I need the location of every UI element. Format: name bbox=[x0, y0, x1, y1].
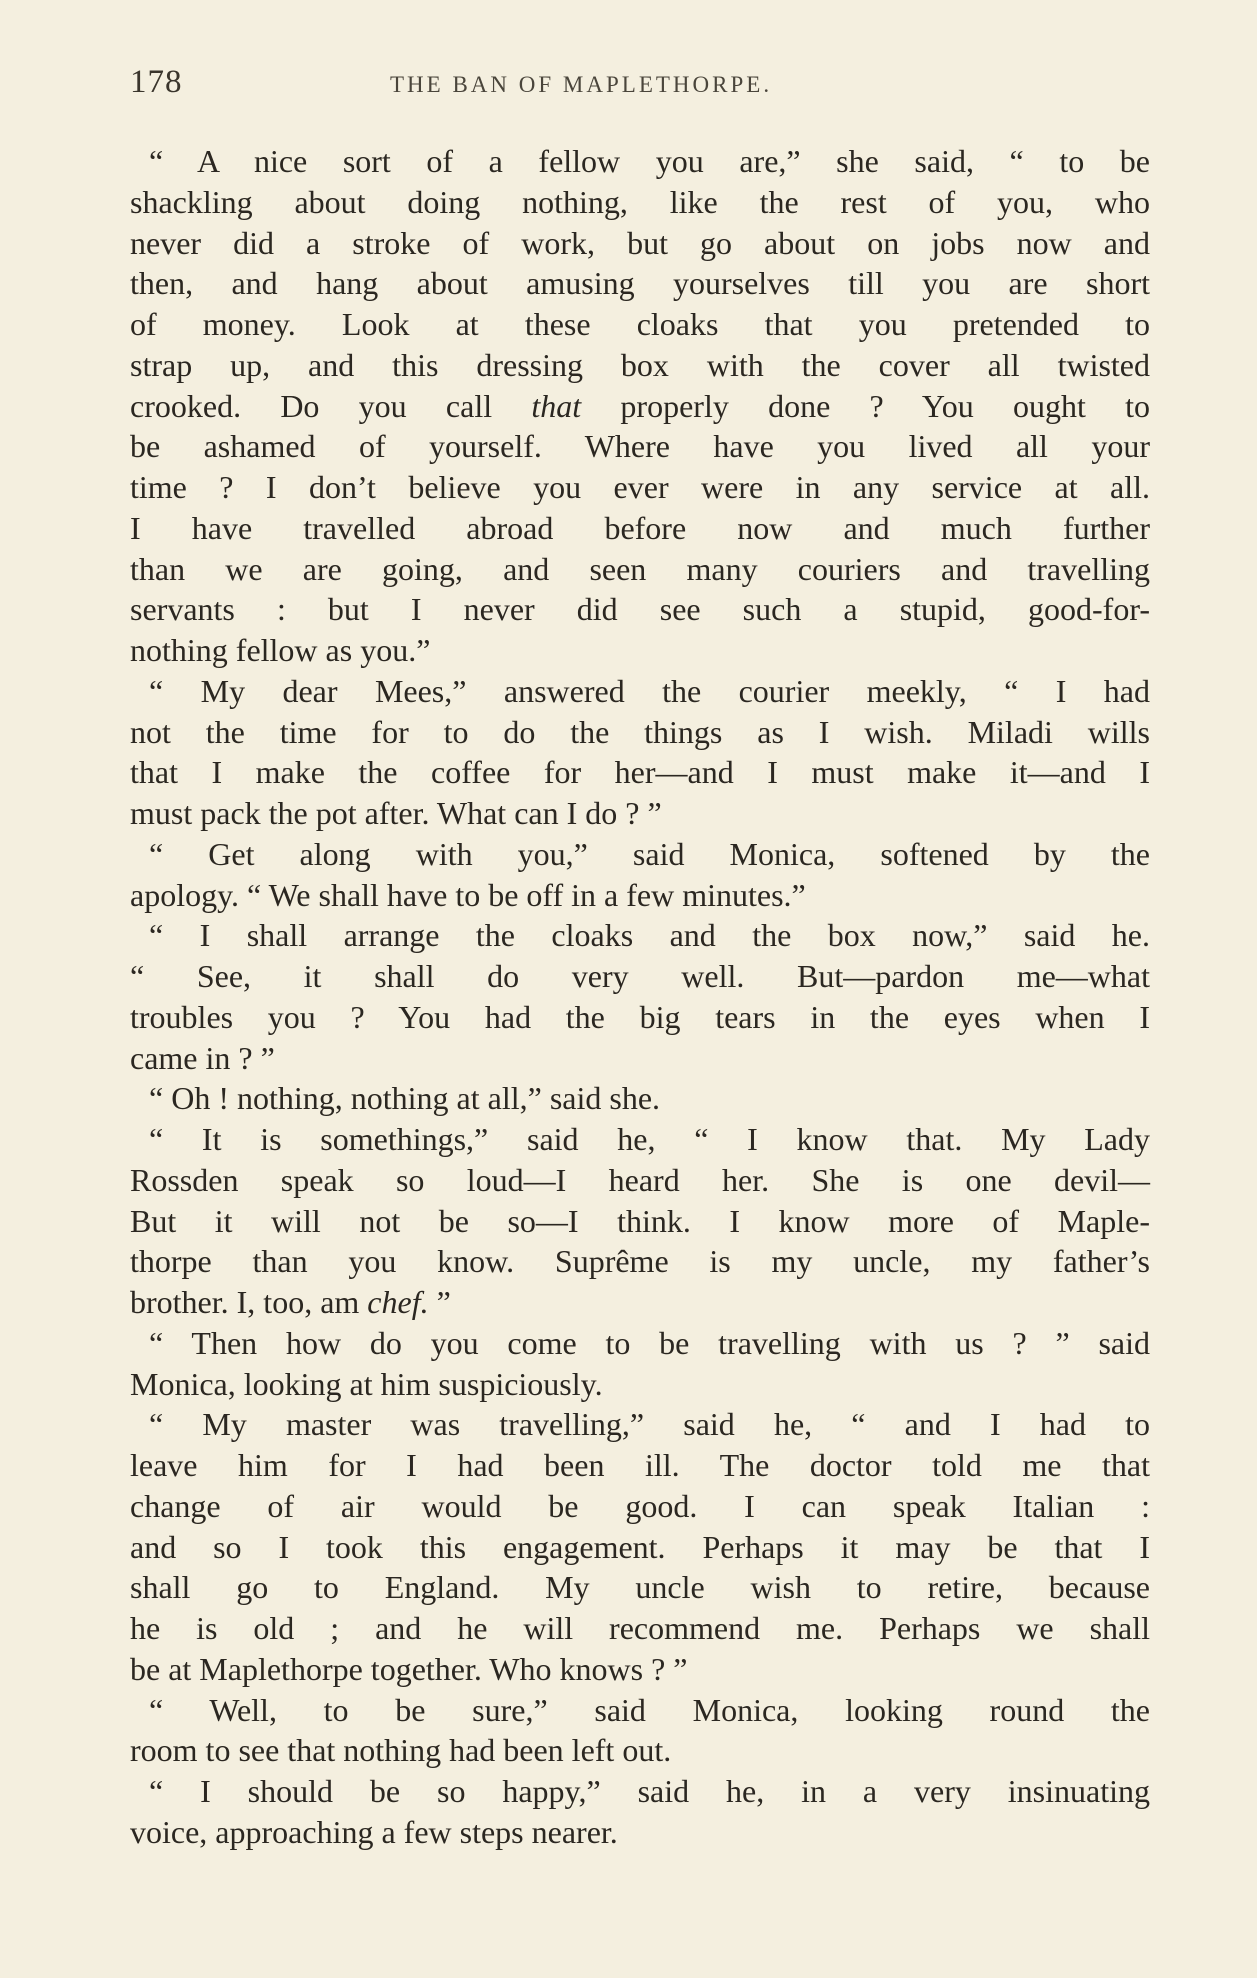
text-line: “ Then how do you come to be travelling with us ? ” said bbox=[149, 1324, 1150, 1361]
text-line: “ My dear Mees,” answered the courier meekly, “ I had bbox=[149, 672, 1150, 709]
text-line: thorpe than you know. Suprême is my uncle, my father’s bbox=[130, 1243, 1150, 1280]
text-line: room to see that nothing had been left out. bbox=[130, 1732, 672, 1769]
text-line: apology. “ We shall have to be off in a few minutes.” bbox=[130, 876, 806, 913]
text-line: strap up, and this dressing box with the cover all twisted bbox=[130, 346, 1150, 383]
text-line: Monica, looking at him suspiciously. bbox=[130, 1365, 603, 1402]
text-line: not the time for to do the things as I wish. Miladi wills bbox=[130, 713, 1150, 750]
text-line: “ Get along with you,” said Monica, softened by the bbox=[149, 835, 1150, 872]
text-line: leave him for I had been ill. The doctor told me that bbox=[130, 1447, 1150, 1483]
text-line: troubles you ? You had the big tears in the eyes when I bbox=[130, 998, 1150, 1035]
text-line: “ I shall arrange the cloaks and the box now,” said he. bbox=[149, 917, 1150, 954]
text-line: never did a stroke of work, but go about on jobs now and bbox=[130, 224, 1150, 261]
page-number: 178 bbox=[130, 64, 183, 100]
emphasis: that bbox=[531, 387, 582, 424]
text-line: be ashamed of yourself. Where have you lived all your bbox=[130, 428, 1150, 465]
text-line: “ My master was travelling,” said he, “ and I had to bbox=[149, 1406, 1150, 1443]
text-line: and so I took this engagement. Perhaps it may be that I bbox=[130, 1528, 1150, 1565]
text-line: But it will not be so—I think. I know more of Maple- bbox=[130, 1202, 1150, 1239]
text-line: “ Well, to be sure,” said Monica, looking round the bbox=[149, 1691, 1150, 1728]
text-line: I have travelled abroad before now and much further bbox=[130, 509, 1150, 546]
text-line: “ It is somethings,” said he, “ I know that. My Lady bbox=[149, 1121, 1150, 1157]
text-line: he is old ; and he will recommend me. Perhaps we shall bbox=[130, 1610, 1150, 1646]
text-line: be at Maplethorpe together. Who knows ? ” bbox=[130, 1650, 688, 1687]
text-line: “ A nice sort of a fellow you are,” she said, “ to be bbox=[149, 143, 1150, 179]
text-line: of money. Look at these cloaks that you pretended to bbox=[130, 306, 1150, 342]
text-line: shall go to England. My uncle wish to retire, because bbox=[130, 1569, 1150, 1606]
text-line: crooked. Do you call that properly done ? You ought to bbox=[130, 387, 1151, 424]
text-line: came in ? ” bbox=[130, 1039, 275, 1076]
text-line: that I make the coffee for her—and I must make it—and I bbox=[130, 754, 1150, 791]
running-head bbox=[130, 64, 1160, 108]
text-line: “ See, it shall do very well. But—pardon me—what bbox=[130, 958, 1150, 994]
text-line: time ? I don’t believe you ever were in any service at all. bbox=[130, 469, 1150, 505]
text-line: Rossden speak so loud—I heard her. She is one devil— bbox=[130, 1161, 1150, 1198]
text-line: change of air would be good. I can speak Italian : bbox=[130, 1487, 1150, 1524]
text-line: voice, approaching a few steps nearer. bbox=[130, 1813, 618, 1850]
text-line: servants : but I never did see such a stupid, good-for- bbox=[130, 591, 1150, 628]
text-line: “ I should be so happy,” said he, in a very insinuating bbox=[149, 1773, 1150, 1809]
body-text bbox=[130, 141, 1150, 1853]
text-line: than we are going, and seen many couriers and travelling bbox=[130, 550, 1150, 587]
text-line: shackling about doing nothing, like the rest of you, who bbox=[130, 183, 1150, 220]
running-title: THE BAN OF MAPLETHORPE. bbox=[390, 72, 773, 97]
text-line: nothing fellow as you.” bbox=[130, 632, 431, 668]
text-line: must pack the pot after. What can I do ? ” bbox=[130, 795, 662, 831]
text-line: then, and hang about amusing yourselves till you are short bbox=[130, 265, 1150, 302]
text-line: brother. I, too, am chef. ” bbox=[130, 1284, 451, 1320]
text-line: “ Oh ! nothing, nothing at all,” said she. bbox=[149, 1080, 661, 1117]
emphasis: chef. bbox=[367, 1284, 429, 1320]
